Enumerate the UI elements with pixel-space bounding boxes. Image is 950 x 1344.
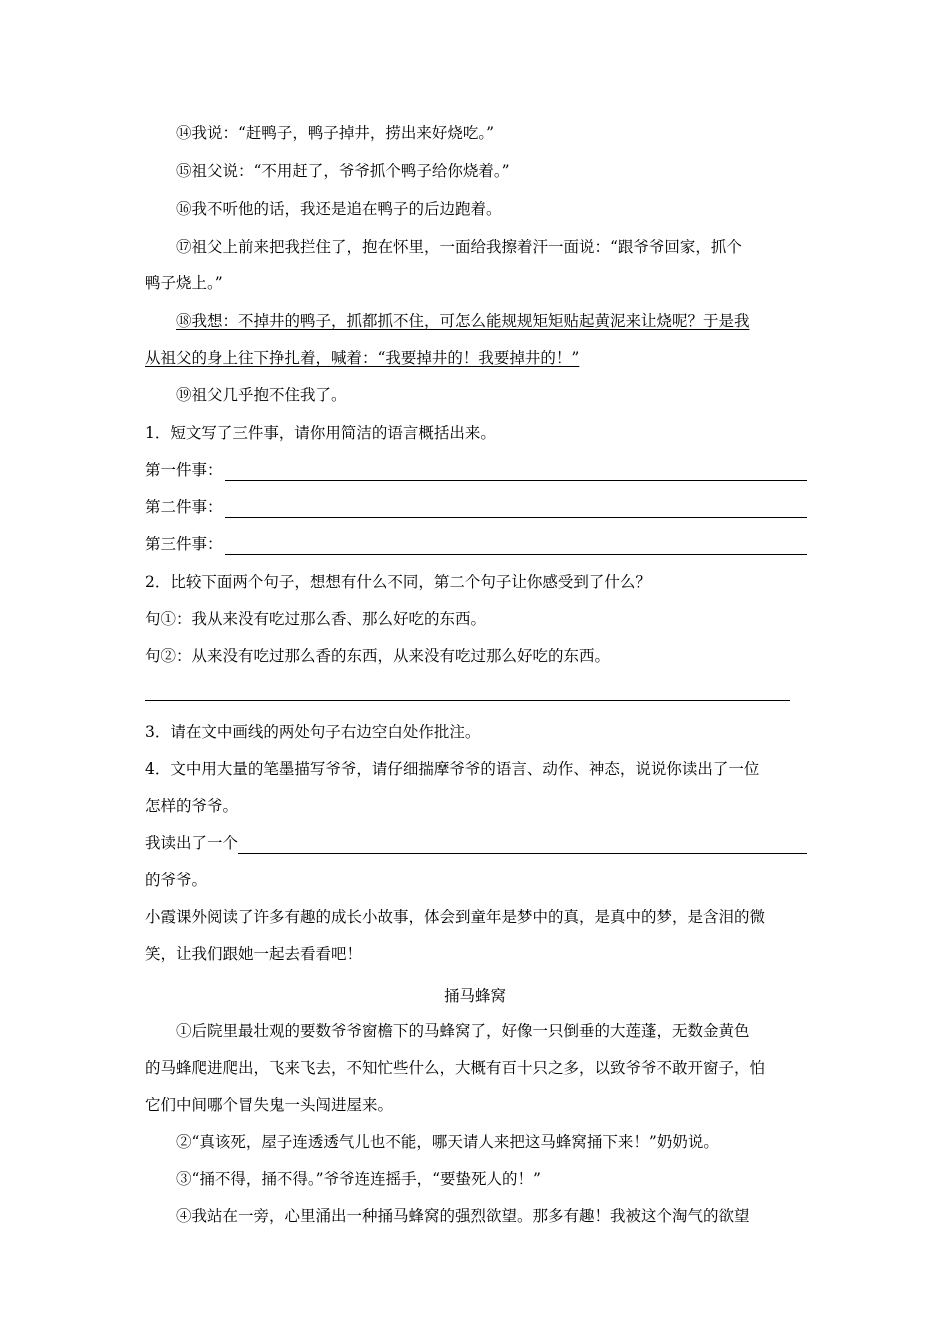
- question-1: 1．短文写了三件事，请你用简洁的语言概括出来。: [145, 424, 496, 442]
- answer-blank-q2[interactable]: [145, 700, 790, 701]
- paragraph-14: ⑭我说：“赶鸭子，鸭子掉井，捞出来好烧吃。”: [176, 124, 495, 142]
- answer-row-1: [145, 459, 807, 481]
- paragraph-19: ⑲祖父几乎抱不住我了。: [176, 386, 347, 404]
- paragraph-15: ⑮祖父说：“不用赶了，爷爷抓个鸭子给你烧着。”: [176, 162, 510, 180]
- answer-blank-q4[interactable]: [238, 839, 807, 854]
- paragraph-18-line-2: 从祖父的身上往下挣扎着，喊着：“我要掉井的！我要掉井的！”: [145, 349, 580, 367]
- answer-blank-2[interactable]: [225, 503, 807, 518]
- story-title: 捅马蜂窝: [443, 987, 506, 1005]
- answer-row-2: [145, 496, 807, 518]
- story-paragraph-1-line-2: 的马蜂爬进爬出，飞来飞去，不知忙些什么，大概有百十只之多，以致爷爷不敢开窗子，怕: [145, 1059, 766, 1077]
- answer-suffix-q4: 的爷爷。: [145, 871, 208, 889]
- question-4-line-1: 4．文中用大量的笔墨描写爷爷，请仔细揣摩爷爷的语言、动作、神态，说说你读出了一位: [145, 760, 760, 778]
- paragraph-17-line-2: 鸭子烧上。”: [145, 274, 223, 292]
- answer-label-3: 第三件事：: [145, 535, 223, 553]
- sentence-2: 句②：从来没有吃过那么香的东西，从来没有吃过那么好吃的东西。: [145, 647, 611, 665]
- answer-blank-3[interactable]: [225, 540, 807, 555]
- answer-prefix-q4: 我读出了一个: [145, 834, 239, 852]
- paragraph-16: ⑯我不听他的话，我还是追在鸭子的后边跑着。: [176, 200, 502, 218]
- question-4-line-2: 怎样的爷爷。: [145, 797, 239, 815]
- story-paragraph-3: ③“捅不得，捅不得。”爷爷连连摇手，“要蛰死人的！”: [176, 1170, 541, 1188]
- story-paragraph-1-line-1: ①后院里最壮观的要数爷爷窗檐下的马蜂窝了，好像一只倒垂的大莲蓬，无数金黄色: [176, 1022, 750, 1040]
- question-3: 3．请在文中画线的两处句子右边空白处作批注。: [145, 723, 481, 741]
- question-2: 2．比较下面两个句子，想想有什么不同，第二个句子让你感受到了什么？: [145, 573, 651, 591]
- paragraph-18-line-1: ⑱我想：不掉井的鸭子，抓都抓不住，可怎么能规规矩矩贴起黄泥来让烧呢？于是我: [176, 312, 750, 330]
- answer-label-1: 第一件事：: [145, 461, 223, 479]
- story-paragraph-4: ④我站在一旁，心里涌出一种捅马蜂窝的强烈欲望。那多有趣！我被这个淘气的欲望: [176, 1207, 750, 1225]
- intro-line-1: 小霞课外阅读了许多有趣的成长小故事，体会到童年是梦中的真，是真中的梦，是含泪的微: [145, 908, 766, 926]
- answer-blank-1[interactable]: [225, 466, 807, 481]
- intro-line-2: 笑，让我们跟她一起去看看吧！: [145, 945, 363, 963]
- story-paragraph-2: ②“真该死，屋子连透透气儿也不能，哪天请人来把这马蜂窝捅下来！”奶奶说。: [176, 1133, 719, 1151]
- story-paragraph-1-line-3: 它们中间哪个冒失鬼一头闯进屋来。: [145, 1096, 394, 1114]
- answer-row-q4: [145, 832, 807, 854]
- answer-row-3: [145, 533, 807, 555]
- answer-label-2: 第二件事：: [145, 498, 223, 516]
- paragraph-17-line-1: ⑰祖父上前来把我拦住了，抱在怀里，一面给我擦着汗一面说：“跟爷爷回家，抓个: [176, 238, 742, 256]
- sentence-1: 句①：我从来没有吃过那么香、那么好吃的东西。: [145, 610, 487, 628]
